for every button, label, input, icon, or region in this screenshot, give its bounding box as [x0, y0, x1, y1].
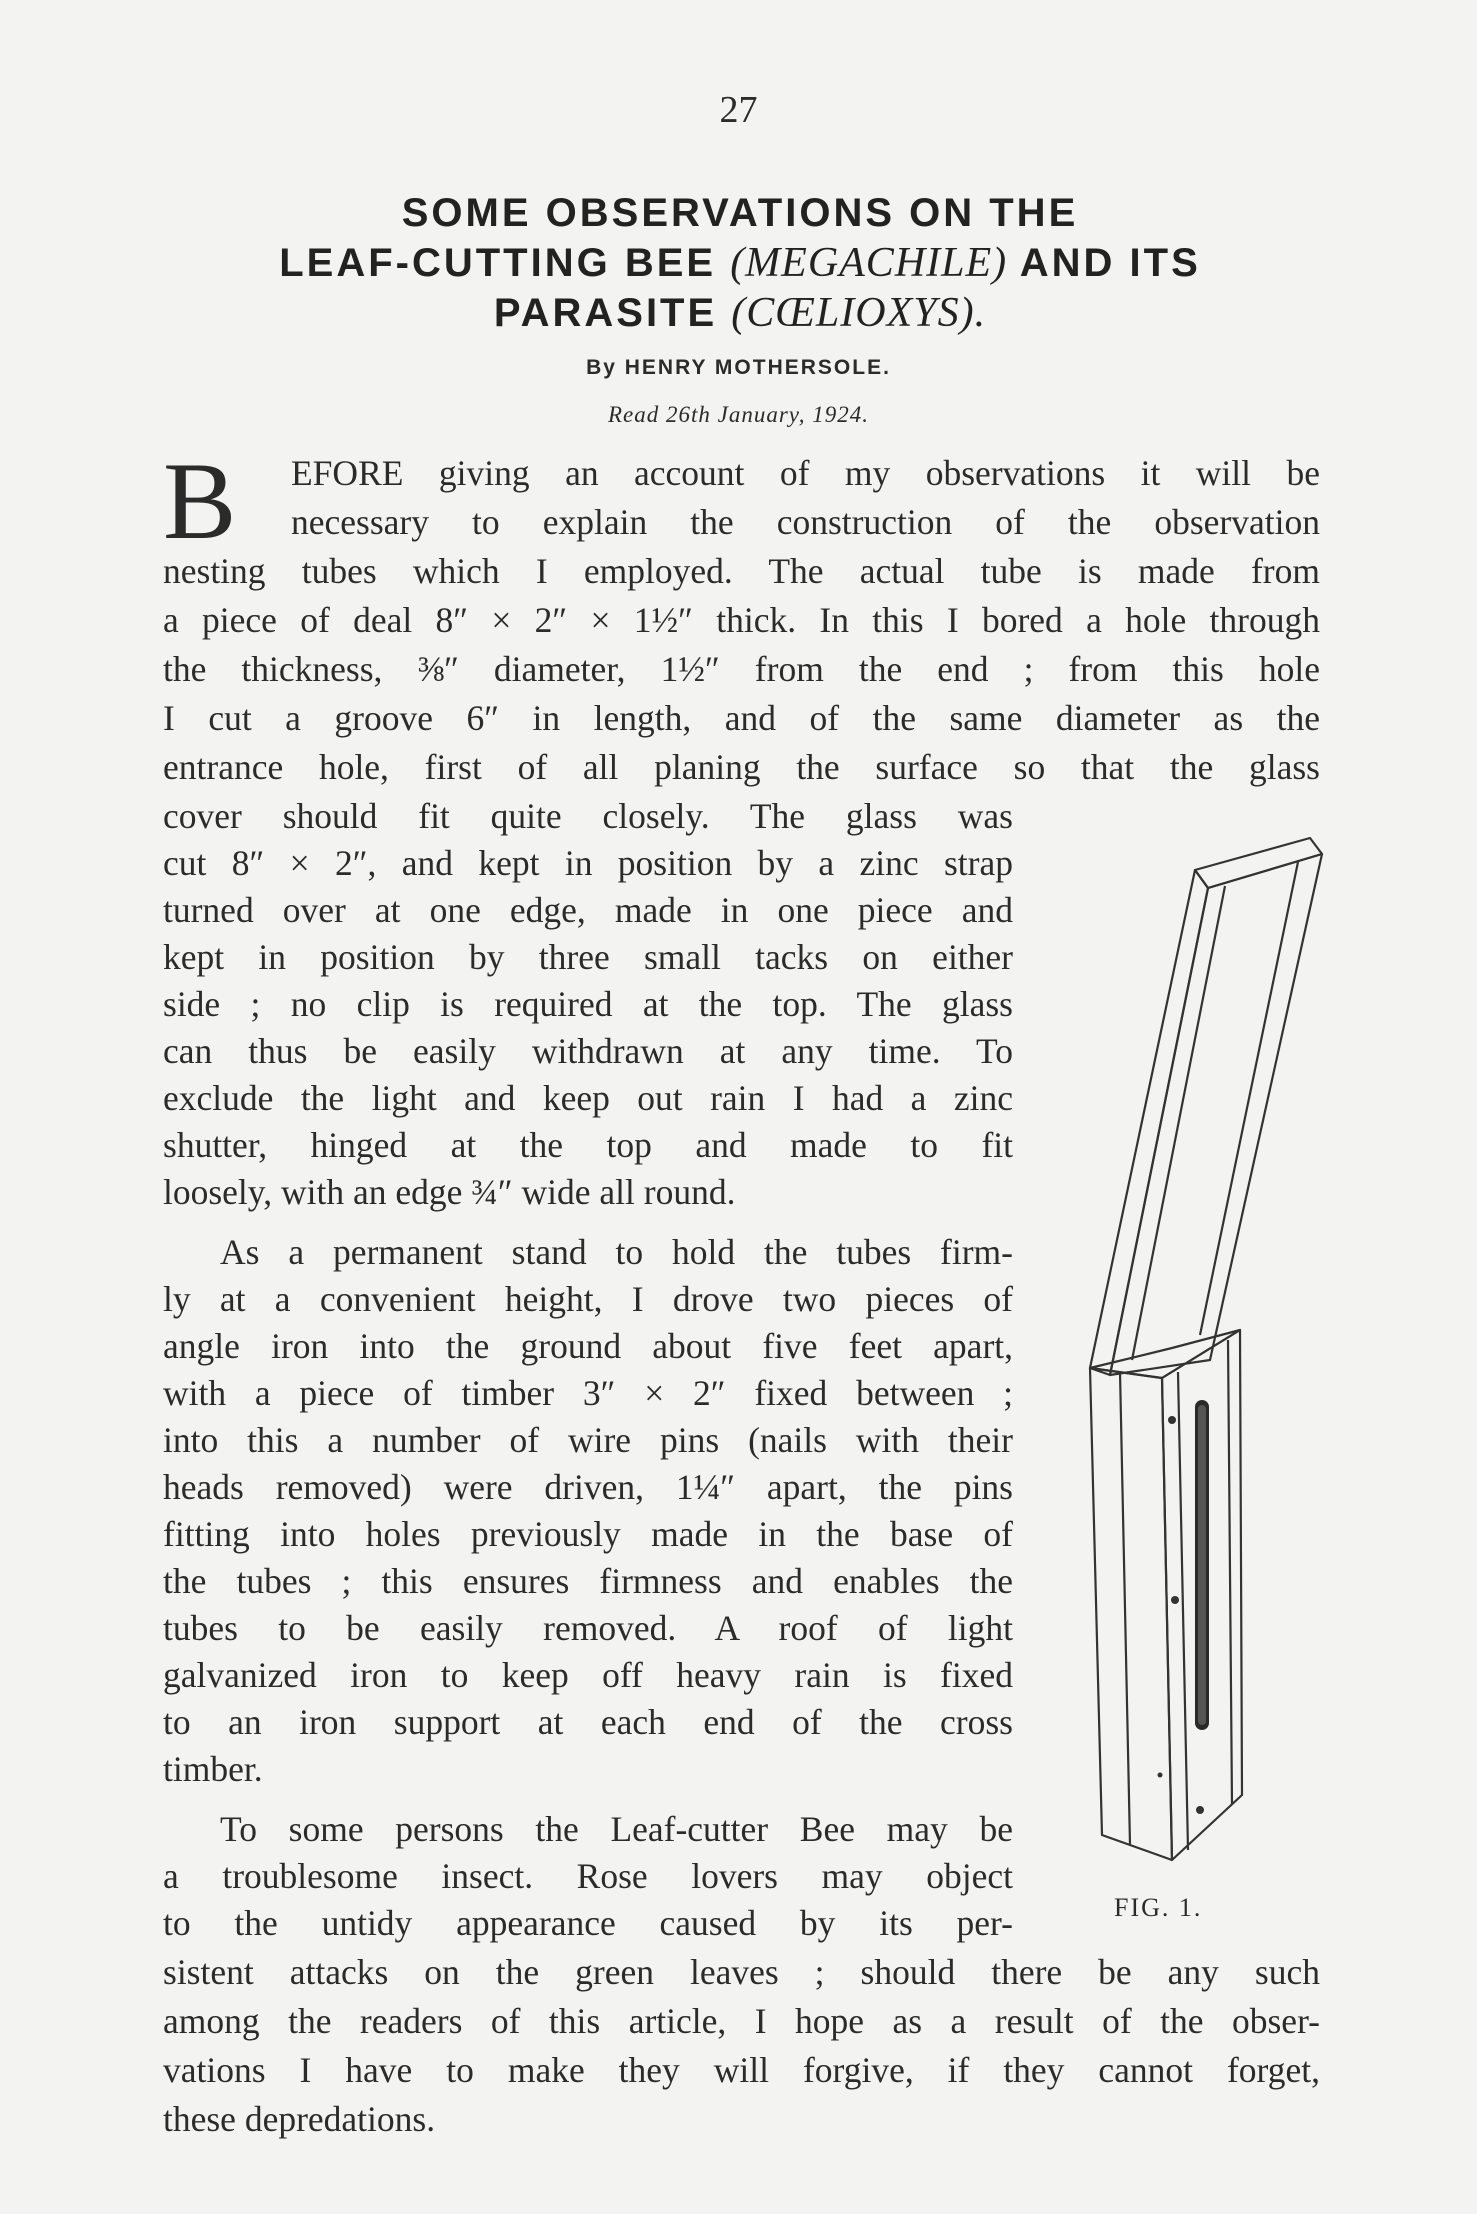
body-line: loosely, with an edge ¾″ wide all round.	[163, 1172, 736, 1212]
nesting-tube-figure	[1060, 820, 1350, 1890]
body-line: entrance hole, first of all planing the surface so that the glass	[163, 747, 1320, 787]
title-line-2	[150, 238, 1330, 288]
title-line-2-c: AND ITS	[1007, 241, 1201, 285]
body-line: timber.	[163, 1749, 263, 1789]
body-line: the thickness, ⅜″ diameter, 1½″ from the end ; from this hole	[163, 649, 1320, 689]
body-line: shutter, hinged at the top and made to fit	[163, 1125, 1013, 1165]
body-line: I cut a groove 6″ in length, and of the same diameter as the	[163, 698, 1320, 738]
body-line: angle iron into the ground about five feet apart,	[163, 1326, 1013, 1366]
body-line: nesting tubes which I employed. The actual tube is made from	[163, 551, 1320, 591]
body-line: to an iron support at each end of the cross	[163, 1702, 1013, 1742]
tube-side	[1090, 1368, 1172, 1860]
shutter-left-edge	[1090, 870, 1208, 1375]
body-line: kept in position by three small tacks on either	[163, 937, 1013, 977]
body-line: turned over at one edge, made in one piece and	[163, 890, 1013, 930]
body-line: side ; no clip is required at the top. The glass	[163, 984, 1013, 1024]
genus-megachile: (MEGACHILE)	[730, 240, 1008, 286]
body-line: the tubes ; this ensures firmness and enables the	[163, 1561, 1013, 1601]
article-title	[150, 188, 1330, 338]
drop-cap: B	[163, 440, 237, 562]
body-line: cut 8″ × 2″, and kept in position by a zinc strap	[163, 843, 1013, 883]
body-line: As a permanent stand to hold the tubes firm-	[220, 1232, 1013, 1272]
title-line-2-a: LEAF-CUTTING BEE	[279, 241, 731, 285]
title-line-3-a: PARASITE	[493, 291, 732, 335]
body-line: these depredations.	[163, 2099, 436, 2139]
author-byline: By HENRY MOTHERSOLE.	[586, 356, 891, 379]
body-line: cover should fit quite closely. The glass was	[163, 796, 1013, 836]
genus-coelioxys: (CŒLIOXYS).	[731, 290, 987, 336]
body-line: fitting into holes previously made in the base of	[163, 1514, 1013, 1554]
shutter-top-edge	[1195, 838, 1322, 888]
body-line: exclude the light and keep out rain I had a zinc	[163, 1078, 1013, 1118]
body-line: among the readers of this article, I hope as a result of the obser-	[163, 2001, 1320, 2041]
body-line: tubes to be easily removed. A roof of light	[163, 1608, 1013, 1648]
body-line: to the untidy appearance caused by its per-	[163, 1903, 1013, 1943]
body-line: vations I have to make they will forgive, if they cannot forget,	[163, 2050, 1320, 2090]
body-line: EFORE giving an account of my observations it will be	[291, 453, 1320, 493]
title-line-1: SOME OBSERVATIONS ON THE	[401, 191, 1079, 235]
body-line: a piece of deal 8″ × 2″ × 1½″ thick. In this I bored a hole through	[163, 600, 1320, 640]
page-number: 27	[719, 89, 758, 131]
body-line: sistent attacks on the green leaves ; should there be any such	[163, 1952, 1320, 1992]
body-line: with a piece of timber 3″ × 2″ fixed between ;	[163, 1373, 1013, 1413]
title-line-3	[150, 288, 1330, 338]
body-line: into this a number of wire pins (nails with their	[163, 1420, 1013, 1460]
body-line: galvanized iron to keep off heavy rain is fixed	[163, 1655, 1013, 1695]
body-line: a troublesome insect. Rose lovers may object	[163, 1856, 1013, 1896]
body-line: heads removed) were driven, 1¼″ apart, the pins	[163, 1467, 1013, 1507]
figure-caption: FIG. 1.	[1114, 1893, 1203, 1922]
body-line: To some persons the Leaf-cutter Bee may be	[220, 1809, 1013, 1849]
body-line: ly at a convenient height, I drove two pieces of	[163, 1279, 1013, 1319]
body-line: necessary to explain the construction of the observation	[291, 502, 1320, 542]
body-line: can thus be easily withdrawn at any time. To	[163, 1031, 1013, 1071]
read-date: Read 26th January, 1924.	[608, 402, 869, 427]
